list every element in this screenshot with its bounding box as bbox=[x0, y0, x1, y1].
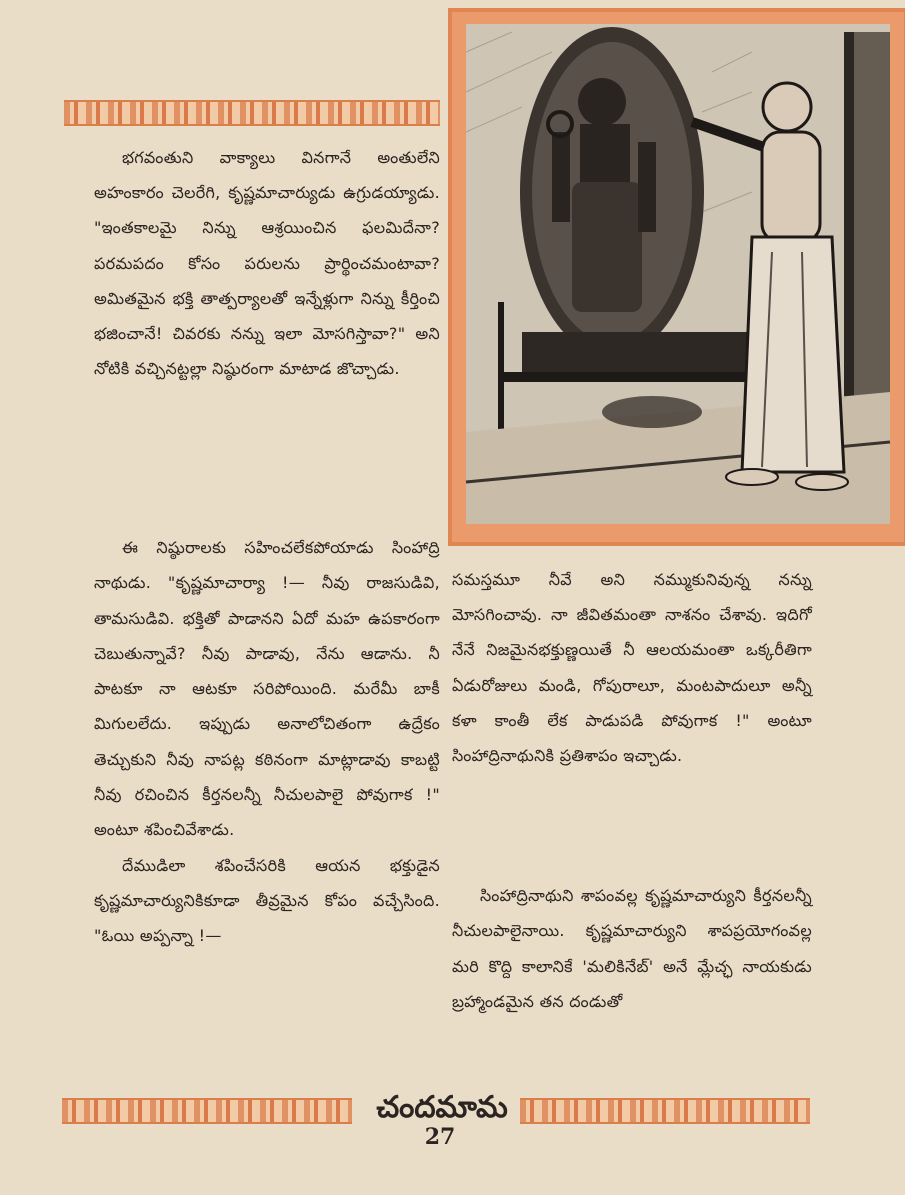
illustration-image bbox=[452, 12, 904, 542]
page-number: 27 bbox=[424, 1124, 456, 1150]
column-left-lower bbox=[94, 530, 440, 954]
column-left-upper bbox=[94, 140, 440, 386]
paragraph: సమస్తమూ నీవే అని నమ్ముకునివున్న నన్ను మోసగించావు. నా జీవితమంతా నాశనం చేశావు. ఇదిగో నేనే నిజమైనభక్తుణ్ణయితే నీ ఆలయమంతా ఒక్కరీతిగా ఏడురోజులు మండి, గోపురాలూ, మంటపాదులూ అన్నీ కళా కాంతీ లేక పాడుపడి పోవుగాక !" అంటూ సింహాద్రినాథునికి ప్రతిశాపం ఇచ్చాడు. bbox=[452, 570, 812, 766]
column-right-upper bbox=[452, 562, 812, 773]
paragraph: ఈ నిష్ఠురాలకు సహించలేకపోయాడు సింహాద్రి నాథుడు. "కృష్ణమాచార్యా !— నీవు రాజసుడివి, తామసుడివి. భక్తితో పాడానని ఏదో మహ ఉపకారంగా చెబుతున్నావే? నీవు పాడావు, నేను ఆడాను. నీ పాటకూ నా ఆటకూ సరిపోయింది. మరేమీ బాకీ మిగులలేదు. ఇప్పుడు అనాలోచితంగా ఉద్రేకం తెచ్చుకుని నీవు నాపట్ల కఠినంగా మాట్లాడావు కాబట్టి నీవు రచించిన కీర్తనలన్నీ నీచులపాలై పోవుగాక !" అంటూ శపించివేశాడు. bbox=[94, 538, 440, 840]
column-right-lower bbox=[452, 878, 812, 1020]
story-illustration bbox=[448, 8, 905, 546]
bottom-ornament-left bbox=[62, 1098, 352, 1124]
paragraph: సింహాద్రినాథుని శాపంవల్ల కృష్ణమాచార్యుని కీర్తనలన్నీ నీచులపాలైనాయి. కృష్ణమాచార్యుని శాపప్రయోగంవల్ల మరి కొద్ది కాలానికే 'మలికినేబ్' అనే మ్లేచ్ఛ నాయకుడు బ్రహ్మాండమైన తన దండుతో bbox=[452, 886, 812, 1012]
bottom-ornament-right bbox=[520, 1098, 810, 1124]
top-ornament-border bbox=[64, 100, 440, 126]
magazine-title: చందమామ bbox=[376, 1090, 508, 1125]
paragraph: దేముడిలా శపించేసరికి ఆయన భక్తుడైన కృష్ణమాచార్యునికికూడా తీవ్రమైన కోపం వచ్చేసింది. "ఓయి అప్పన్నా !— bbox=[94, 855, 440, 946]
paragraph: భగవంతుని వాక్యాలు వినగానే అంతులేని అహంకారం చెలరేగి, కృష్ణమాచార్యుడు ఉగ్రుడయ్యాడు. "ఇంతకాలమై నిన్ను ఆశ్రయించిన ఫలమిదేనా? పరమపదం కోసం పరులను ప్రార్థించమంటావా? అమితమైన భక్తి తాత్పర్యాలతో ఇన్నేళ్లుగా నిన్ను కీర్తించి భజించానే! చివరకు నన్ను ఇలా మోసగిస్తావా?" అని నోటికి వచ్చినట్టల్లా నిష్ఠురంగా మాటాడ జొచ్చాడు. bbox=[94, 148, 440, 379]
